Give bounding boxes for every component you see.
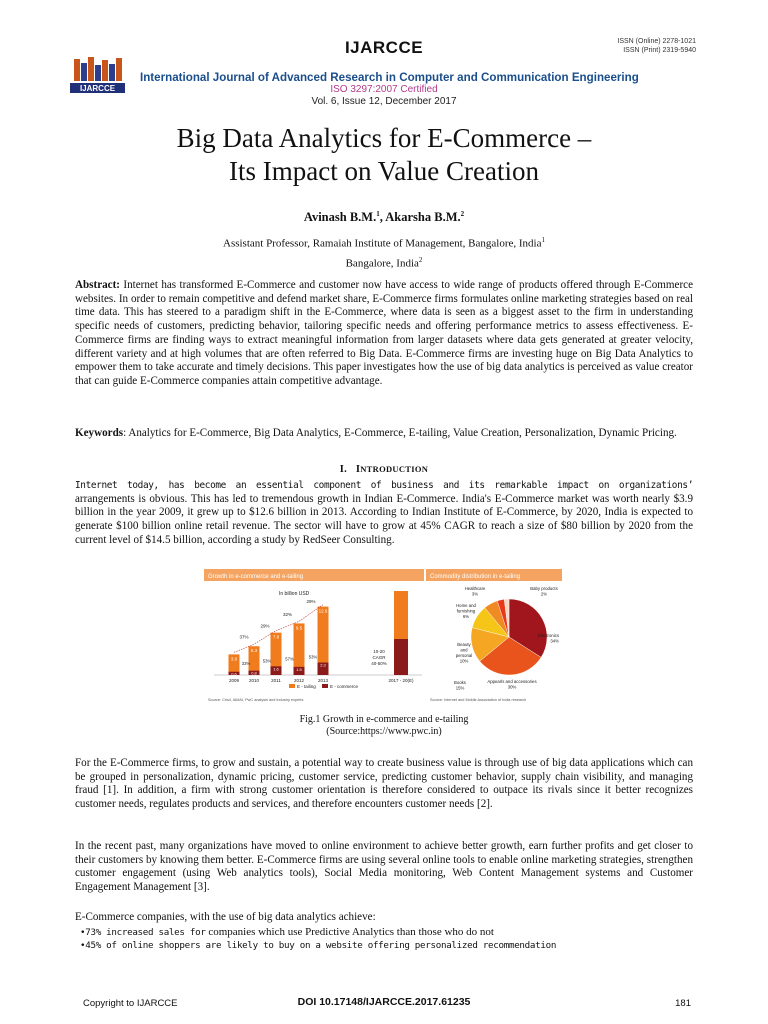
growth-label-2: 32% (282, 612, 293, 618)
pie-label-beauty-and-personal-0: Beauty (457, 642, 471, 647)
growth-label-1: 29% (260, 623, 270, 629)
affiliation-1-sup: 1 (541, 236, 545, 244)
volume-issue: Vol. 6, Issue 12, December 2017 (311, 96, 457, 107)
keywords-text: : Analytics for E-Commerce, Big Data Analytics, E-Commerce, E-tailing, Value Creation, Personalization, Dynamic Pricing. (123, 427, 677, 439)
issn-block (617, 37, 696, 55)
author-separator: , (379, 210, 386, 225)
author-list (0, 210, 768, 225)
journal-full-name: International Journal of Advanced Research in Computer and Communication Engineering (140, 71, 639, 84)
section-number: I. (339, 464, 348, 475)
pie-label-home-and-furnishing-1: furnishing (456, 608, 476, 614)
affiliation-1 (0, 236, 768, 250)
etail-growth-label-0: 33% (241, 661, 251, 667)
paper-title-line2: Its Impact on Value Creation (229, 156, 539, 186)
pie-label-beauty-and-personal-1: and (460, 647, 468, 653)
affiliation-2 (0, 256, 768, 270)
bar-label-ecommerce-2013: 12.6 (318, 608, 328, 614)
bar-label-etailing-2012: 1.5 (296, 666, 302, 672)
legend-label-ecommerce: E - commerce (330, 684, 359, 689)
pie-label-beauty-and-personal-2: personal (455, 653, 473, 658)
legend-swatch-etailing (289, 684, 295, 688)
bullet-1 (80, 925, 494, 940)
legend-label-etailing: E - tailing (297, 684, 316, 689)
bar-label-etailing-2013: 2.3 (320, 662, 326, 668)
author-1-sup: 1 (376, 210, 380, 218)
author-2-sup: 2 (460, 210, 465, 218)
section-heading-rest: NTRODUCTION (360, 464, 429, 474)
logo-text: IJARCCE (79, 84, 116, 93)
figure-caption-line1: Fig.1 Growth in e-commerce and e-tailing (299, 714, 469, 725)
paper-title-line1: Big Data Analytics for E-Commerce – (176, 123, 592, 153)
issn-online: ISSN (Online) 2278-1021 (617, 38, 696, 45)
tick-label-2010: 2010 (248, 678, 260, 683)
growth-label-3: 29% (306, 599, 316, 605)
abstract-label: Abstract: (75, 279, 120, 291)
bar-label-ecommerce-2009: 3.8 (230, 656, 238, 662)
pie-chart-title: Commodity distribution in e-tailing (430, 574, 521, 580)
bar-label-etailing-2009: 0.6 (231, 671, 237, 677)
pie-label-beauty-and-personal-3: 10% (459, 658, 469, 664)
bar-label-ecommerce-2012: 9.5 (295, 625, 303, 631)
etail-growth-label-3: 53% (308, 654, 318, 660)
tick-label-2012: 2012 (293, 678, 305, 683)
footer-copyright: Copyright to IJARCCE (83, 998, 178, 1009)
figure-caption-line2: (Source:https://www.pwc.in) (326, 726, 442, 737)
figure-1-svg (204, 567, 564, 707)
bar-chart-unit-label: In billion USD (279, 591, 310, 597)
tick-label-2011: 2011 (271, 678, 281, 683)
forecast-label-1: CAGR (372, 655, 386, 660)
bar-etailing-forecast (394, 639, 408, 675)
pie-chart-source: Source: Internet and Mobile Association of India research (430, 698, 527, 702)
growth-label-0: 37% (239, 634, 249, 640)
iso-certification: ISO 3297:2007 Certified (330, 84, 438, 95)
abstract (75, 279, 693, 389)
affiliation-2-sup: 2 (418, 256, 423, 264)
forecast-label-0: 10-20 (373, 649, 385, 654)
bar-chart-source: Source: Crisil, IAMAI, PwC analysis and Industry experts (208, 698, 304, 702)
pie-label-baby-products-0: Baby products (530, 586, 558, 591)
pie-label-healthcare-0: Healthcare (464, 586, 486, 591)
legend-swatch-ecommerce (322, 684, 328, 688)
figure-caption (0, 714, 768, 738)
intro-first-line: Internet today, has become an essential component of business and its remarkable impact on organizations’ (75, 480, 693, 491)
tick-label-2013: 2013 (317, 678, 329, 683)
forecast-label-2: 40-50% (371, 661, 387, 666)
author-2: Akarsha B.M. (385, 210, 461, 225)
footer-page-number: 181 (675, 998, 691, 1009)
bar-label-etailing-2011: 1.6 (273, 666, 279, 672)
pie-label-electronics-0: Electronics (537, 633, 559, 638)
body-paragraph-4: E-Commerce companies, with the use of big data analytics achieve: (75, 911, 376, 923)
author-1: Avinash B.M. (303, 210, 377, 225)
keywords (75, 427, 693, 441)
etail-growth-label-1: 53% (262, 658, 272, 664)
body-paragraph-2: For the E-Commerce firms, to grow and sustain, a potential way to create business value is through use of big data applications which can be grouped in personalization, dynamic pricing, customer service, predicting customer behavior, supply chain visibility, and managing fraud [1]. In addition, a firm with strong customer orientation is therefore considered to outpace its rivals since it better recognizes customer needs, regulates products and services, and therefore encounters customer needs [2]. (75, 757, 693, 811)
pie-label-appearls-and-accessories-0: Appearls and accessories (487, 679, 537, 684)
pie-label-books-0: Books (454, 680, 466, 685)
keywords-label: Keywords (75, 427, 124, 439)
pie-label-electronics-1: 34% (550, 638, 559, 644)
pie-label-home-and-furnishing-2: 6% (462, 614, 470, 619)
figure-1 (204, 567, 564, 707)
section-heading-introduction (0, 464, 768, 475)
pie-label-baby-products-1: 2% (540, 591, 548, 597)
journal-short-name: IJARCCE (344, 38, 424, 57)
pie-label-home-and-furnishing-0: Home and (456, 603, 476, 608)
affiliation-1-text: Assistant Professor, Ramaiah Institute of Management, Bangalore, India (223, 237, 542, 250)
bar-label-etailing-2010: 0.8 (251, 670, 257, 676)
bullet-1-rest: companies which use Predictive Analytics than those who do not (205, 926, 494, 938)
bar-chart-marks (229, 591, 415, 683)
bar-label-ecommerce-2010: 5.3 (250, 648, 258, 654)
bullet-2: •45% of online shoppers are likely to buy on a website offering personalized recommendation (80, 940, 557, 951)
body-paragraph-3: In the recent past, many organizations have moved to online environment to achieve better growth, earn further profits and get closer to their customers by knowing them better. E-Commerce firms are using several online tools to enable online marketing strategies, strengthen customer engagement (using Web analytics tools), Social Media monitoring, Web Content Management systems and Customer Engagement Management [3]. (75, 840, 693, 894)
pie-label-healthcare-1: 3% (471, 591, 479, 597)
intro-text: arrangements is obvious. This has led to tremendous growth in Indian E-Commerce. India's E-Commerce market was worth nearly $3.9 billion in the year 2009, it grew up to $12.6 billion in 2013. According to Indian Institute of E-Commerce, by 2020, India is expected to generate $100 billion online retail revenue. The sector will have to grow at 45% CAGR to reach a size of $80 billion by 2020 from the current level of $14.5 billion, according a study by RedSeer Consulting. (75, 492, 693, 546)
issn-print: ISSN (Print) 2319-5940 (623, 47, 696, 54)
bar-chart-title: Growth in e-commerce and e-tailing (208, 574, 304, 580)
pie-label-appearls-and-accessories-1: 30% (507, 684, 517, 690)
abstract-text: Internet has transformed E-Commerce and customer now have access to wide range of products offered through E-Commerce websites. In order to remain competitive and defend market share, E-Commerce firms formulates online marketing strategies based on real time data. This has steered to a paradigm shift in the E-Commerce, where data is seen as a biggest asset to the firm in understanding specific needs of customers, predicting behavior, tailoring specific needs and offering performance metrics to assess effectiveness. E-Commerce firms are finding ways to extract meaningful information from larger datasets where data gets generated at greater velocity, different variety and at high volumes that are often referred to Big Data. E-Commerce firms are investing huge on Big Data Analytics to empower them to take accurate and timely decisions. This paper investigates how the use of big data analytics is perceived as value creator that can guide E-Commerce companies attain competitive advantage. (75, 279, 693, 387)
etail-growth-label-2: 57% (285, 656, 294, 662)
pie-label-books-1: 15% (455, 685, 465, 691)
pie-chart-marks (471, 599, 547, 675)
bullet-1-lead: •73% increased sales for (80, 927, 206, 938)
paper-title (0, 122, 768, 188)
affiliation-2-text: Bangalore, India (345, 257, 419, 270)
footer-doi: DOI 10.17148/IJARCCE.2017.61235 (297, 996, 471, 1008)
section-heading-cap: I (355, 464, 361, 475)
tick-label-2009: 2009 (228, 678, 240, 683)
tick-label-forecast: 2017 - 20(E) (388, 678, 414, 683)
intro-paragraph (75, 479, 693, 548)
bar-label-ecommerce-2011: 7.8 (272, 634, 280, 640)
